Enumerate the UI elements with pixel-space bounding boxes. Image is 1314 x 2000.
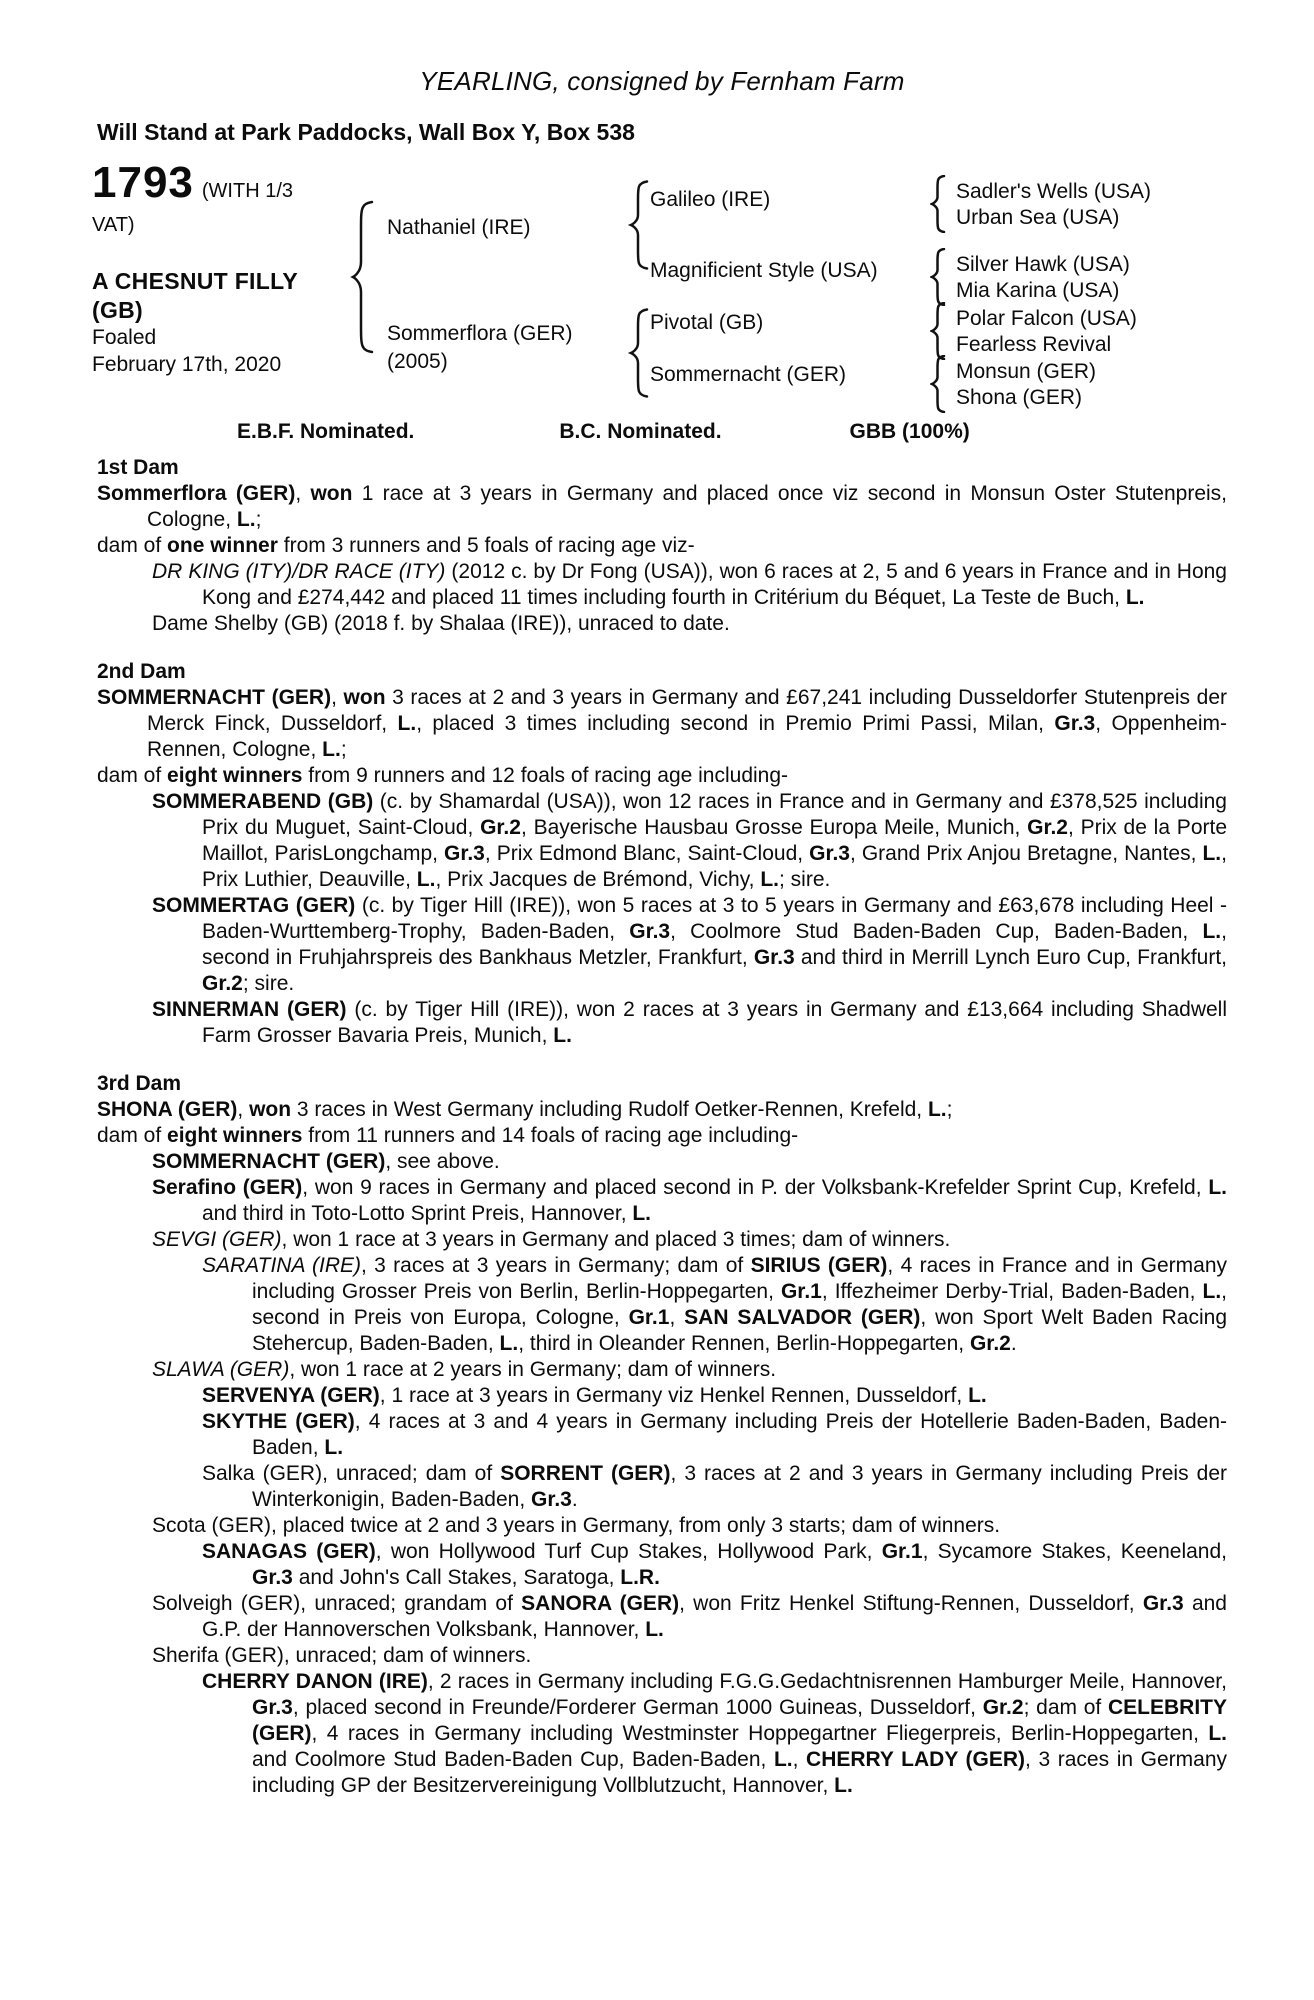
pedigree-paragraph: dam of eight winners from 9 runners and 12 foals of racing age including- [97, 764, 789, 787]
pedigree-paragraph: SOMMERABEND (GB) (c. by Shamardal (USA)), won 12 races in France and in Germany and £378,525 including Prix du Muguet, Saint-Cloud, Gr.2, Bayerische Hausbau Grosse Europa Meile, Munich, Gr.2, Prix de la Porte Maillot, ParisLongchamp, Gr.3, Prix Edmond Blanc, Saint-Cloud, Gr.3, Grand Prix Anjou Bretagne, Nantes, L., Prix Luthier, Deauville, L., Prix Jacques de Brémond, Vichy, L.; sire. [152, 790, 1228, 891]
horse-name-line1: A CHESNUT FILLY [92, 268, 298, 294]
pedigree-table [92, 158, 1314, 418]
gbb-note: GBB (100%) [849, 420, 970, 443]
pedigree-paragraph: SKYTHE (GER), 4 races at 3 and 4 years in Germany including Preis der Hotellerie Baden-Baden, Baden-Baden, L. [202, 1410, 1227, 1459]
dam-year: (2005) [387, 350, 448, 373]
ancestor-name: Shona (GER) [956, 386, 1083, 409]
pedigree-paragraph: SLAWA (GER), won 1 race at 2 years in Germany; dam of winners. [152, 1358, 777, 1381]
sire-parents-brace [628, 180, 650, 270]
pedigree-paragraph: Scota (GER), placed twice at 2 and 3 years in Germany, from only 3 starts; dam of winners. [152, 1514, 1001, 1537]
pedigree-paragraph: Sommerflora (GER), won 1 race at 3 years in Germany and placed once viz second in Monsun Oster Stutenpreis, Cologne, L.; [97, 482, 1227, 531]
pedigree-paragraph: Dame Shelby (GB) (2018 f. by Shalaa (IRE)), unraced to date. [152, 612, 730, 635]
pedigree-paragraph: Serafino (GER), won 9 races in Germany and placed second in P. der Volksbank-Krefelder Sprint Cup, Krefeld, L. and third in Toto-Lotto Sprint Preis, Hannover, L. [152, 1176, 1227, 1225]
vat-note-line1: (WITH 1/3 [201, 180, 294, 202]
ebf-nomination: E.B.F. Nominated. [237, 420, 415, 443]
foaled-date: February 17th, 2020 [92, 353, 282, 376]
stand-location-line: Will Stand at Park Paddocks, Wall Box Y, Box 538 [97, 119, 635, 145]
ancestor-name: Fearless Revival [956, 333, 1112, 356]
dam-section-heading: 3rd Dam [97, 1072, 182, 1095]
pedigree-paragraph: SOMMERTAG (GER) (c. by Tiger Hill (IRE)), won 5 races at 3 to 5 years in Germany and £63,678 including Heel - Baden-Wurttemberg-Trophy, Baden-Baden, Gr.3, Coolmore Stud Baden-Baden Cup, Baden-Baden, L., second in Fruhjahrspreis des Bankhaus Metzler, Frankfurt, Gr.3 and third in Merrill Lynch Euro Cup, Frankfurt, Gr.2; sire. [152, 894, 1227, 995]
pedigree-paragraph: dam of eight winners from 11 runners and 14 foals of racing age including- [97, 1124, 799, 1147]
ancestor-name: Polar Falcon (USA) [956, 307, 1137, 330]
pedigree-paragraph: SINNERMAN (GER) (c. by Tiger Hill (IRE)), won 2 races at 3 years in Germany and £13,664 including Shadwell Farm Grosser Bavaria Preis, Munich, L. [152, 998, 1227, 1047]
bc-nomination: B.C. Nominated. [559, 420, 722, 443]
ancestor-name: Mia Karina (USA) [956, 279, 1120, 302]
pedigree-paragraph: SEVGI (GER), won 1 race at 3 years in Germany and placed 3 times; dam of winners. [152, 1228, 951, 1251]
pedigree-paragraph: DR KING (ITY)/DR RACE (ITY) (2012 c. by Dr Fong (USA)), won 6 races at 2, 5 and 6 years in France and in Hong Kong and £274,442 and placed 11 times including fourth in Critérium du Béquet, La Teste de Buch, L. [152, 560, 1227, 609]
pedigree-paragraph: CHERRY DANON (IRE), 2 races in Germany including F.G.G.Gedachtnisrennen Hamburger Meile, Hannover, Gr.3, placed second in Freunde/Forderer German 1000 Guineas, Dusseldorf, Gr.2; dam of CELEBRITY (GER), 4 races in Germany including Westminster Hoppegartner Fliegerpreis, Berlin-Hoppegarten, L. and Coolmore Stud Baden-Baden Cup, Baden-Baden, L., CHERRY LADY (GER), 3 races in Germany including GP der Besitzervereinigung Vollblutzucht, Hannover, L. [202, 1670, 1228, 1797]
dam-section-heading: 1st Dam [97, 456, 179, 479]
dam-section-heading: 2nd Dam [97, 660, 186, 683]
pedigree-paragraph: Sherifa (GER), unraced; dam of winners. [152, 1644, 532, 1667]
second-dam-name: Sommernacht (GER) [650, 363, 847, 386]
dam-name: Sommerflora (GER) [387, 322, 573, 345]
pedigree-paragraph: SANAGAS (GER), won Hollywood Turf Cup Stakes, Hollywood Park, Gr.1, Sycamore Stakes, Keeneland, Gr.3 and John's Call Stakes, Saratoga, L.R. [202, 1540, 1227, 1589]
pedigree-paragraph: SARATINA (IRE), 3 races at 3 years in Germany; dam of SIRIUS (GER), 4 races in France and in Germany including Grosser Preis von Berlin, Berlin-Hoppegarten, Gr.1, Iffezheimer Derby-Trial, Baden-Baden, L., second in Preis von Europa, Cologne, Gr.1, SAN SALVADOR (GER), won Sport Welt Baden Racing Stehercup, Baden-Baden, L., third in Oleander Rennen, Berlin-Hoppegarten, Gr.2. [202, 1254, 1228, 1355]
granddam-name: Magnificient Style (USA) [650, 259, 878, 282]
nominations-line [97, 420, 1227, 444]
pedigree-paragraph: SOMMERNACHT (GER), won 3 races at 2 and 3 years in Germany and £67,241 including Dusseldorfer Stutenpreis der Merck Finck, Dusseldorf, L., placed 3 times including second in Premio Primi Passi, Milan, Gr.3, Oppenheim-Rennen, Cologne, L.; [97, 686, 1228, 761]
horse-name-line2: (GB) [92, 297, 144, 323]
sire-name: Nathaniel (IRE) [387, 216, 531, 239]
ancestor-name: Sadler's Wells (USA) [956, 180, 1151, 203]
lot-number: 1793 [92, 158, 194, 207]
damsire-name: Pivotal (GB) [650, 311, 764, 334]
vat-note-line2: VAT) [92, 214, 135, 236]
lot-header [92, 158, 293, 208]
ancestor-name: Urban Sea (USA) [956, 206, 1120, 229]
gen3-brace-2 [930, 248, 947, 306]
gen3-brace-1 [930, 175, 947, 233]
pedigree-paragraph: SERVENYA (GER), 1 race at 3 years in Germany viz Henkel Rennen, Dusseldorf, L. [202, 1384, 987, 1407]
dam-parents-brace [628, 308, 650, 398]
pedigree-paragraph: SHONA (GER), won 3 races in West Germany including Rudolf Oetker-Rennen, Krefeld, L.; [97, 1098, 953, 1121]
gen3-brace-4 [930, 355, 947, 413]
consignor-title: YEARLING, consigned by Fernham Farm [419, 66, 905, 96]
pedigree-paragraph: dam of one winner from 3 runners and 5 foals of racing age viz- [97, 534, 695, 557]
pedigree-text [97, 455, 1227, 1799]
grandsire-name: Galileo (IRE) [650, 188, 771, 211]
pedigree-paragraph: Salka (GER), unraced; dam of SORRENT (GER), 3 races at 2 and 3 years in Germany including Preis der Winterkonigin, Baden-Baden, Gr.3. [202, 1462, 1227, 1511]
pedigree-paragraph: Solveigh (GER), unraced; grandam of SANORA (GER), won Fritz Henkel Stiftung-Rennen, Dusseldorf, Gr.3 and G.P. der Hannoverschen Volksbank, Hannover, L. [152, 1592, 1227, 1641]
gen1-brace [349, 200, 375, 354]
pedigree-paragraph: SOMMERNACHT (GER), see above. [152, 1150, 500, 1173]
gen3-brace-3 [930, 302, 947, 360]
ancestor-name: Monsun (GER) [956, 360, 1097, 383]
foaled-label: Foaled [92, 326, 157, 349]
ancestor-name: Silver Hawk (USA) [956, 253, 1130, 276]
